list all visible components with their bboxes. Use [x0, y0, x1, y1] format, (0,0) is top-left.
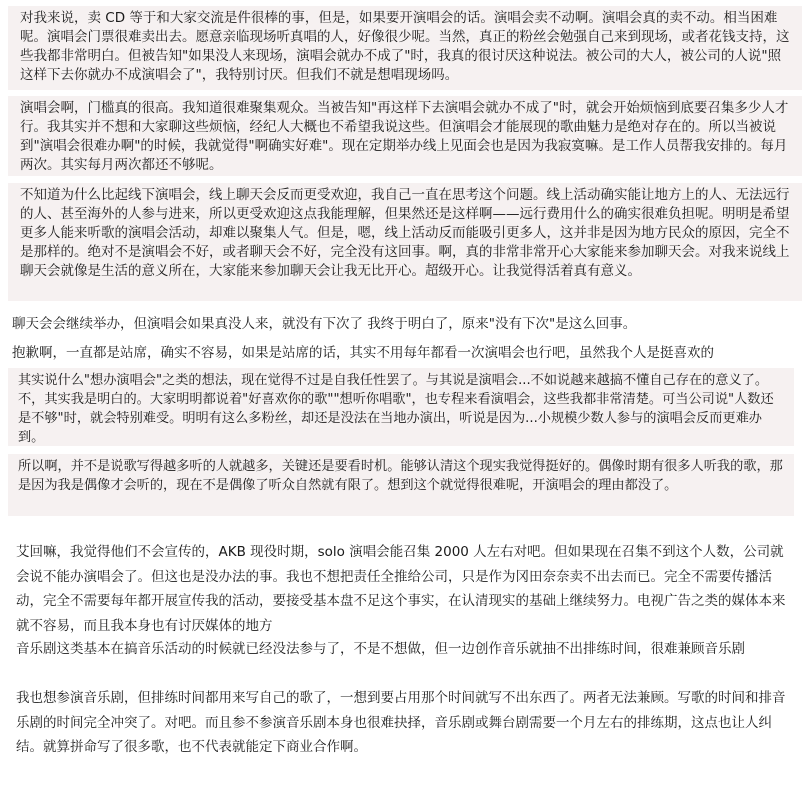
paragraph-text: 其实说什么"想办演唱会"之类的想法，现在觉得不过是自我任性罢了。与其说是演唱会...不如说越来越搞不懂自己存在的意义了。不，其实我是明白的。大家明明都说着"好喜欢你的歌""想听你唱歌"，也专程来看演唱会，这些我都非常清楚。可当公司说"人数还是不够"时，就会特别难受。明明有这么多粉丝，却还是没法在当地办演出，听说是因为...小规模少数人参与的演唱会反而更难办到。 [18, 373, 774, 445]
quote-block-2 [8, 96, 802, 176]
paragraph-7: 音乐剧这类基本在搞音乐活动的时候就已经没法参与了，不是不想做，但一边创作音乐就抽不出排练时间，很难兼顾音乐剧 [16, 641, 745, 657]
paragraph-text: 所以啊，并不是说歌写得越多听的人就越多，关键还是要看时机。能够认清这个现实我觉得挺好的。偶像时期有很多人听我的歌，那是因为我是偶像才会听的，现在不是偶像了听众自然就有限了。想到这个就觉得很难呢，开演唱会的理由都没了。 [18, 459, 783, 493]
quote-block-1 [8, 6, 802, 90]
quote-block-5 [8, 454, 794, 516]
paragraph-6: 艾回嘛，我觉得他们不会宣传的，AKB 现役时期，solo 演唱会能召集 2000 人左右对吧。但如果现在召集不到这个人数，公司就会说不能办演唱会了。但这也是没办法的事。我也不想把责任全推给公司，只是作为冈田奈奈卖不出去而已。完全不需要传播活动，完全不需要每年都开展宣传我的活动，要接受基本盘不足这个事实，在认清现实的基础上继续努力。电视广告之类的媒体本来就不容易，而且我本身也有讨厌媒体的地方 [16, 544, 786, 634]
text-line-2: 抱歉啊，一直都是站席，确实不容易，如果是站席的话，其实不用每年都看一次演唱会也行吧，虽然我个人是挺喜欢的 [12, 345, 714, 361]
quote-block-4 [8, 368, 794, 446]
paragraph-text: 演唱会啊，门槛真的很高。我知道很难聚集观众。当被告知"再这样下去演唱会就办不成了"时，就会开始烦恼到底要召集多少人才行。我其实并不想和大家聊这些烦恼，经纪人大概也不希望我说这些。但演唱会才能展现的歌曲魅力是绝对存在的。所以当被说到"演唱会很难办啊"的时候，我就觉得"啊确实好难"。现在定期举办线上见面会也是因为我寂寞嘛。是工作人员帮我安排的。每月两次。其实每月两次都还不够呢。 [20, 100, 789, 173]
text-line-1: 聊天会会继续举办，但演唱会如果真没人来，就没有下次了 我终于明白了，原来"没有下次"是这么回事。 [12, 316, 637, 332]
paragraph-8: 我也想参演音乐剧，但排练时间都用来写自己的歌了，一想到要占用那个时间就写不出东西了。两者无法兼顾。写歌的时间和排音乐剧的时间完全冲突了。对吧。而且参不参演音乐剧本身也很难抉择，音乐剧或舞台剧需要一个月左右的排练期，这点也让人纠结。就算拼命写了很多歌，也不代表就能定下商业合作啊。 [16, 690, 786, 755]
paragraph-text: 不知道为什么比起线下演唱会，线上聊天会反而更受欢迎，我自己一直在思考这个问题。线上活动确实能让地方上的人、无法远行的人、甚至海外的人参与进来，所以更受欢迎这点我能理解，但果然还是这样啊——远行费用什么的确实很难负担呢。明明是希望更多人能来听歌的演唱会活动，却难以聚集人气。但是，嗯，线上活动反而能吸引更多人，这并非是因为地方民众的原因，完全不是那样的。绝对不是演唱会不好，或者聊天会不好，完全没有这回事。啊，真的非常非常开心大家能来参加聊天会。对我来说线上聊天会就像是生活的意义所在，大家能来参加聊天会让我无比开心。超级开心。让我觉得活着真有意义。 [20, 187, 790, 279]
quote-block-3 [8, 183, 802, 301]
paragraph-text: 对我来说，卖 CD 等于和大家交流是件很棒的事，但是，如果要开演唱会的话。演唱会卖不动啊。演唱会真的卖不动。相当困难呢。演唱会门票很难卖出去。愿意亲临现场听真唱的人，好像很少呢。当然，真正的粉丝会勉强自己来到现场，或者花钱支持，这些我都非常明白。但被告知"如果没人来现场，演唱会就办不成了"时，我真的很讨厌这种说法。被公司的大人，被公司的人说"照这样下去你就办不成演唱会了"，我特别讨厌。但我们不就是想唱现场吗。 [20, 10, 790, 83]
